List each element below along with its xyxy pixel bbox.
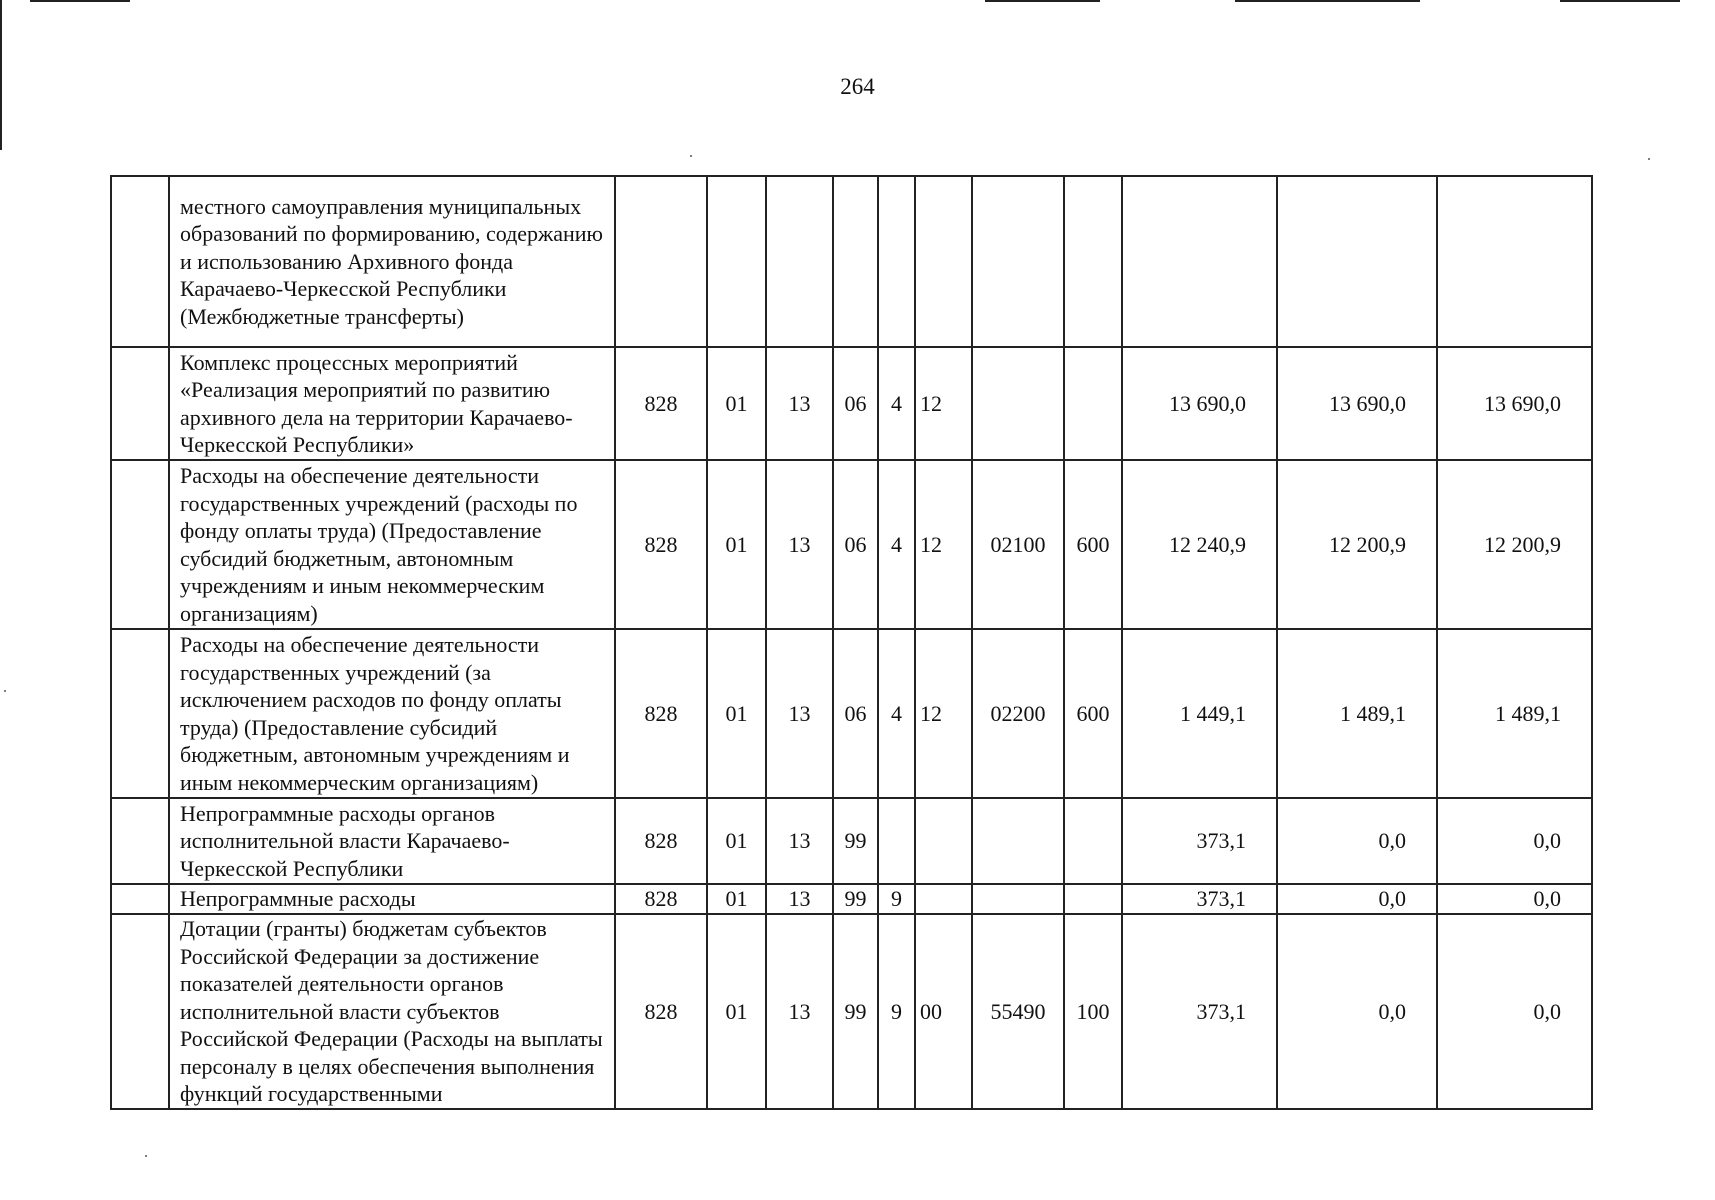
- row-name-cell: Дотации (гранты) бюджетам субъектов Российской Федерации за достижение показателей деятельности органов исполнительной власти субъектов Российской Федерации (Расходы на выплаты персоналу в целях обеспечения выполнения функций государственными: [169, 914, 615, 1109]
- code-admin-cell: 828: [615, 914, 707, 1109]
- amount-year3-cell: [1437, 176, 1592, 347]
- table-row: [111, 884, 1592, 914]
- code-measure-cell: 00: [915, 914, 972, 1109]
- code-program-cell: 06: [833, 460, 878, 629]
- table-row: [111, 798, 1592, 884]
- code-subprogram-cell: [878, 798, 915, 884]
- table-row: [111, 629, 1592, 798]
- budget-table: [110, 175, 1593, 1110]
- amount-year1-cell: 1 449,1: [1122, 629, 1277, 798]
- table-row: [111, 176, 1592, 347]
- code-admin-cell: 828: [615, 798, 707, 884]
- amount-year1-cell: 373,1: [1122, 914, 1277, 1109]
- code-direction-cell: 02100: [972, 460, 1064, 629]
- code-expense-type-cell: 600: [1064, 629, 1122, 798]
- scan-edge-top-mid: [985, 0, 1100, 2]
- amount-year3-cell: 0,0: [1437, 914, 1592, 1109]
- row-number-cell: [111, 914, 169, 1109]
- amount-year2-cell: 0,0: [1277, 884, 1437, 914]
- row-name-cell: Расходы на обеспечение деятельности государственных учреждений (расходы по фонду оплаты труда) (Предоставление субсидий бюджетным, автономным учреждениям и иным некоммерческим организациям): [169, 460, 615, 629]
- code-subprogram-cell: 4: [878, 347, 915, 460]
- amount-year1-cell: 12 240,9: [1122, 460, 1277, 629]
- code-measure-cell: 12: [915, 629, 972, 798]
- code-section-cell: 01: [707, 884, 766, 914]
- code-subprogram-cell: [878, 176, 915, 347]
- code-direction-cell: [972, 798, 1064, 884]
- amount-year2-cell: [1277, 176, 1437, 347]
- scan-edge-top-mid2: [1235, 0, 1420, 2]
- code-measure-cell: [915, 798, 972, 884]
- code-subsection-cell: 13: [766, 884, 833, 914]
- row-number-cell: [111, 176, 169, 347]
- code-section-cell: 01: [707, 914, 766, 1109]
- code-expense-type-cell: 600: [1064, 460, 1122, 629]
- code-direction-cell: 55490: [972, 914, 1064, 1109]
- row-number-cell: [111, 798, 169, 884]
- amount-year2-cell: 0,0: [1277, 914, 1437, 1109]
- code-measure-cell: 12: [915, 460, 972, 629]
- amount-year1-cell: [1122, 176, 1277, 347]
- page-number: 264: [840, 74, 875, 99]
- code-expense-type-cell: [1064, 884, 1122, 914]
- code-subprogram-cell: 9: [878, 914, 915, 1109]
- code-program-cell: [833, 176, 878, 347]
- code-admin-cell: 828: [615, 629, 707, 798]
- row-name-cell: Непрограммные расходы органов исполнительной власти Карачаево-Черкесской Республики: [169, 798, 615, 884]
- code-subsection-cell: 13: [766, 629, 833, 798]
- code-subprogram-cell: 4: [878, 460, 915, 629]
- code-section-cell: 01: [707, 460, 766, 629]
- amount-year1-cell: 13 690,0: [1122, 347, 1277, 460]
- code-program-cell: 06: [833, 629, 878, 798]
- code-expense-type-cell: [1064, 347, 1122, 460]
- scan-speck: [4, 690, 6, 692]
- row-name-cell: Непрограммные расходы: [169, 884, 615, 914]
- amount-year3-cell: 1 489,1: [1437, 629, 1592, 798]
- row-name-cell: Комплекс процессных мероприятий «Реализация мероприятий по развитию архивного дела на территории Карачаево-Черкесской Республики»: [169, 347, 615, 460]
- row-number-cell: [111, 347, 169, 460]
- scan-edge-top-right: [1560, 0, 1680, 2]
- row-number-cell: [111, 629, 169, 798]
- row-name-cell: Расходы на обеспечение деятельности государственных учреждений (за исключением расходов по фонду оплаты труда) (Предоставление субсидий бюджетным, автономным учреждениям и иным некоммерческим организациям): [169, 629, 615, 798]
- code-admin-cell: [615, 176, 707, 347]
- code-program-cell: 99: [833, 884, 878, 914]
- code-admin-cell: 828: [615, 460, 707, 629]
- code-direction-cell: [972, 176, 1064, 347]
- code-section-cell: 01: [707, 347, 766, 460]
- code-admin-cell: 828: [615, 347, 707, 460]
- table-row: [111, 347, 1592, 460]
- code-admin-cell: 828: [615, 884, 707, 914]
- code-program-cell: 99: [833, 914, 878, 1109]
- amount-year2-cell: 1 489,1: [1277, 629, 1437, 798]
- amount-year1-cell: 373,1: [1122, 884, 1277, 914]
- code-measure-cell: [915, 884, 972, 914]
- code-subsection-cell: 13: [766, 347, 833, 460]
- row-number-cell: [111, 460, 169, 629]
- row-name-cell: местного самоуправления муниципальных образований по формированию, содержанию и использованию Архивного фонда Карачаево-Черкесской Республики (Межбюджетные трансферты): [169, 176, 615, 347]
- scan-edge-top-left: [30, 0, 130, 2]
- amount-year3-cell: 12 200,9: [1437, 460, 1592, 629]
- code-subprogram-cell: 9: [878, 884, 915, 914]
- code-expense-type-cell: [1064, 798, 1122, 884]
- row-number-cell: [111, 884, 169, 914]
- amount-year2-cell: 0,0: [1277, 798, 1437, 884]
- code-measure-cell: [915, 176, 972, 347]
- amount-year3-cell: 0,0: [1437, 884, 1592, 914]
- code-direction-cell: 02200: [972, 629, 1064, 798]
- code-expense-type-cell: 100: [1064, 914, 1122, 1109]
- amount-year3-cell: 0,0: [1437, 798, 1592, 884]
- amount-year2-cell: 13 690,0: [1277, 347, 1437, 460]
- code-direction-cell: [972, 347, 1064, 460]
- code-direction-cell: [972, 884, 1064, 914]
- code-program-cell: 06: [833, 347, 878, 460]
- amount-year1-cell: 373,1: [1122, 798, 1277, 884]
- code-subprogram-cell: 4: [878, 629, 915, 798]
- code-program-cell: 99: [833, 798, 878, 884]
- amount-year3-cell: 13 690,0: [1437, 347, 1592, 460]
- code-measure-cell: 12: [915, 347, 972, 460]
- code-expense-type-cell: [1064, 176, 1122, 347]
- table-row: [111, 914, 1592, 1109]
- code-section-cell: [707, 176, 766, 347]
- code-subsection-cell: [766, 176, 833, 347]
- code-subsection-cell: 13: [766, 460, 833, 629]
- scan-speck: [1648, 158, 1650, 160]
- code-subsection-cell: 13: [766, 798, 833, 884]
- scan-speck: [690, 155, 692, 157]
- code-section-cell: 01: [707, 798, 766, 884]
- table-row: [111, 460, 1592, 629]
- amount-year2-cell: 12 200,9: [1277, 460, 1437, 629]
- code-subsection-cell: 13: [766, 914, 833, 1109]
- code-section-cell: 01: [707, 629, 766, 798]
- scan-speck: [145, 1155, 147, 1157]
